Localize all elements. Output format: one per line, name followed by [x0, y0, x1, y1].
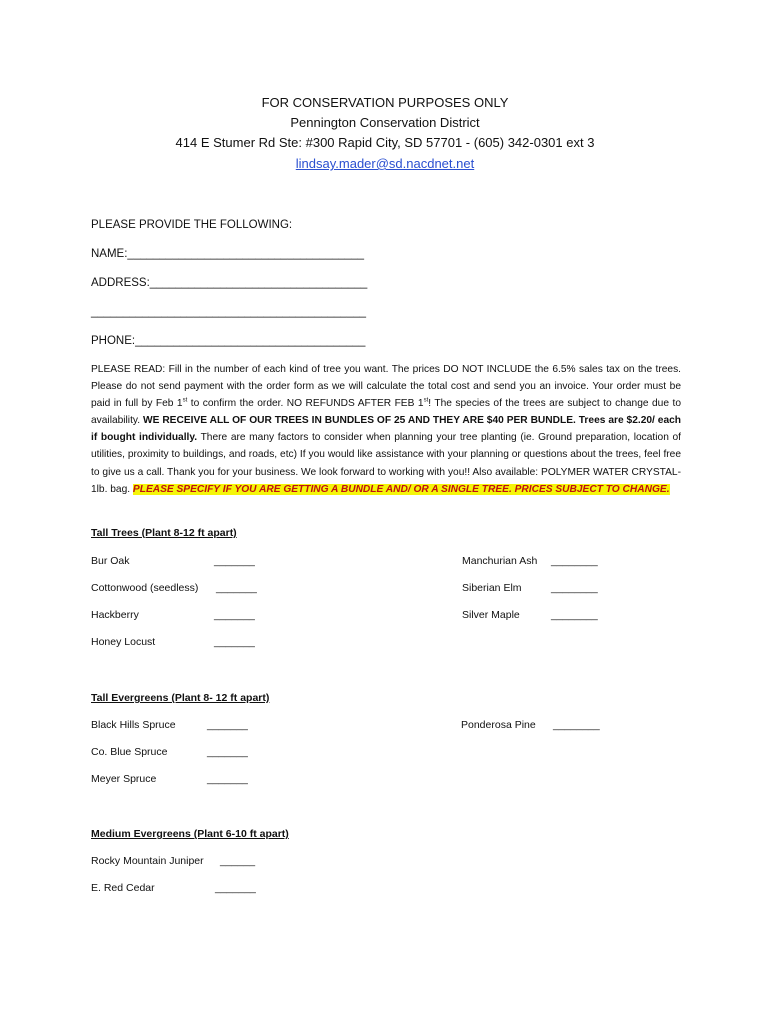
name-field[interactable]: NAME:_____________________________________: [91, 248, 365, 260]
instructions-text-3: ! The species of the trees are subject to change due to availability.: [91, 398, 681, 427]
quantity-blank[interactable]: ________: [551, 582, 598, 594]
phone-field[interactable]: PHONE:____________________________________: [91, 335, 366, 347]
tree-name: Meyer Spruce: [91, 773, 157, 785]
quantity-blank[interactable]: _______: [207, 719, 248, 731]
district-name: Pennington Conservation District: [290, 115, 480, 130]
tree-name: Ponderosa Pine: [461, 719, 536, 731]
ordinal-suffix: st: [423, 397, 429, 404]
quantity-blank[interactable]: _______: [215, 882, 256, 894]
district-address: 414 E Stumer Rd Ste: #300 Rapid City, SD 57701 - (605) 342-0301 ext 3: [175, 135, 595, 150]
tree-name: Cottonwood (seedless): [91, 582, 199, 594]
quantity-blank[interactable]: ________: [553, 719, 600, 731]
tree-name: Siberian Elm: [462, 582, 522, 594]
address-field-line2[interactable]: ___________________________________________: [91, 306, 367, 318]
quantity-blank[interactable]: ________: [551, 609, 598, 621]
instructions-text-1: PLEASE READ: Fill in the number of each kind of tree you want. The prices DO NOT INCLUDE the 6.5% sales tax on the trees. Please do not send payment with the order form as we will calculate the total cost and send you an invoice. Your order must be paid in full by Feb 1: [91, 364, 681, 410]
quantity-blank[interactable]: ______: [220, 855, 256, 867]
tree-name: E. Red Cedar: [91, 882, 155, 894]
tree-name: Silver Maple: [462, 609, 520, 621]
email-link[interactable]: lindsay.mader@sd.nacdnet.net: [295, 156, 475, 171]
instructions-text-4: There are many factors to consider when planning your tree planting (ie. Ground preparation, location of utilities, proximity to buildings, and roads, etc) If you would like assistance with your planning or questions about the trees, feel free to give us a call. Thank you for your business. We look forward to working with you!! Also available: POLYMER WATER CRYSTAL- 1lb. bag.: [91, 432, 681, 495]
tree-name: Hackberry: [91, 609, 139, 621]
section-title-medium-evergreens: Medium Evergreens (Plant 6-10 ft apart): [91, 828, 289, 840]
bundle-pricing: WE RECEIVE ALL OF OUR TREES IN BUNDLES OF 25 AND THEY ARE $40 PER BUNDLE. Trees are $2.20/ each if bought individually.: [91, 415, 681, 444]
quantity-blank[interactable]: _______: [207, 773, 248, 785]
provide-heading: PLEASE PROVIDE THE FOLLOWING:: [91, 219, 293, 231]
instructions-text-2: to confirm the order. NO REFUNDS AFTER FEB 1: [187, 398, 424, 410]
quantity-blank[interactable]: _______: [214, 555, 255, 567]
tree-name: Black Hills Spruce: [91, 719, 176, 731]
section-title-tall-trees: Tall Trees (Plant 8-12 ft apart): [91, 527, 237, 539]
quantity-blank[interactable]: ________: [551, 555, 598, 567]
tree-name: Honey Locust: [91, 636, 156, 648]
quantity-blank[interactable]: _______: [214, 609, 255, 621]
tree-name: Co. Blue Spruce: [91, 746, 168, 758]
order-instructions: [91, 361, 681, 498]
section-title-tall-evergreens: Tall Evergreens (Plant 8- 12 ft apart): [91, 692, 270, 704]
quantity-blank[interactable]: _______: [214, 636, 255, 648]
address-field[interactable]: ADDRESS:__________________________________: [91, 277, 368, 289]
tree-name: Rocky Mountain Juniper: [91, 855, 204, 867]
quantity-blank[interactable]: _______: [216, 582, 257, 594]
quantity-blank[interactable]: _______: [207, 746, 248, 758]
tree-name: Manchurian Ash: [462, 555, 538, 567]
tree-name: Bur Oak: [91, 555, 130, 567]
ordinal-suffix: st: [182, 397, 188, 404]
header-title: FOR CONSERVATION PURPOSES ONLY: [261, 95, 509, 110]
highlighted-notice: PLEASE SPECIFY IF YOU ARE GETTING A BUNDLE AND/ OR A SINGLE TREE. PRICES SUBJECT TO CHANGE.: [132, 483, 670, 495]
